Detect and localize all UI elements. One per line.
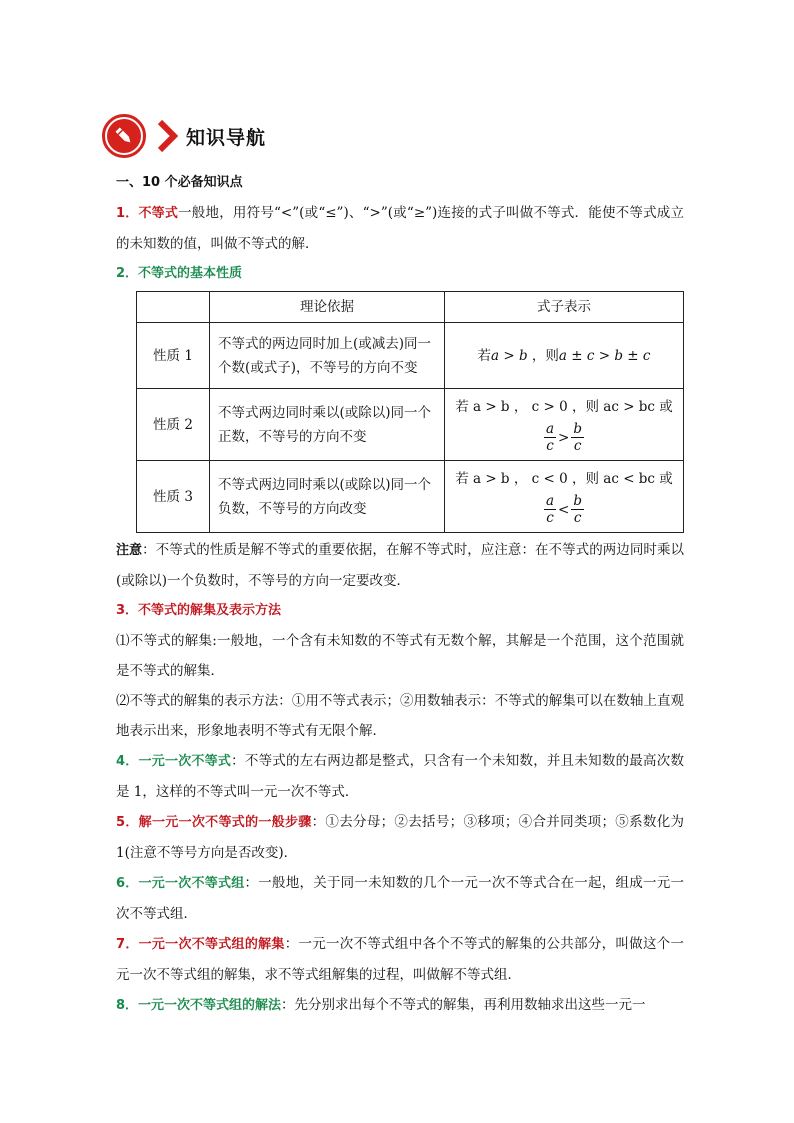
formula-op: ± — [566, 347, 587, 364]
item-5 — [116, 807, 684, 868]
property-formula — [445, 389, 684, 461]
properties-table — [136, 291, 684, 533]
item-1-text: 一般地，用符号“<”(或“≤”)、“>”(或“≥”)连接的式子叫做不等式．能使不等式成立的未知数的值，叫做不等式的解． — [116, 205, 684, 252]
item-7-text: ：一元一次不等式组中各个不等式的解集的公共部分，叫做这个一元一次不等式组的解集，求不等式组解集的过程，叫做解不等式组． — [116, 936, 685, 983]
property-name: 性质 1 — [137, 323, 210, 389]
fraction — [544, 493, 556, 526]
item-4-head: 4．一元一次不等式 — [116, 754, 232, 769]
note-text: ：不等式的性质是解不等式的重要依据，在解不等式时，应注意：在不等式的两边同时乘以(或除以)一个负数时，不等号的方向一定要改变． — [116, 542, 684, 589]
property-name: 性质 2 — [137, 389, 210, 461]
item-4-text: ：不等式的左右两边都是整式，只含有一个未知数，并且未知数的最高次数是 1，这样的不等式叫一元一次不等式． — [116, 753, 685, 800]
property-theory: 不等式两边同时乘以(或除以)同一个正数，不等号的方向不变 — [210, 389, 445, 461]
table-header-cell: 式子表示 — [445, 292, 684, 323]
item-6-text: ：一般地，关于同一未知数的几个一元一次不等式合在一起，组成一元一次不等式组． — [116, 875, 685, 922]
formula-op: > — [499, 347, 519, 364]
table-row — [137, 389, 684, 461]
item-5-head: 5．解一元一次不等式的一般步骤 — [116, 815, 312, 830]
formula-var: c — [642, 347, 651, 364]
property-theory: 不等式的两边同时加上(或减去)同一个数(或式子)，不等号的方向不变 — [210, 323, 445, 389]
table-row — [137, 323, 684, 389]
item-4 — [116, 746, 684, 807]
item-7 — [116, 929, 684, 990]
property-formula — [445, 461, 684, 533]
fraction-denominator: c — [573, 438, 582, 454]
fraction-numerator: a — [545, 493, 555, 509]
item-3b: ⑵不等式的解集的表示方法：①用不等式表示；②用数轴表示：不等式的解集可以在数轴上直观地表示出来，形象地表明不等式有无限个解． — [116, 693, 684, 739]
pencil-icon — [107, 119, 141, 153]
item-1-term: 不等式 — [138, 206, 179, 221]
fraction-denominator: c — [573, 510, 582, 526]
formula-op: ± — [623, 347, 643, 364]
item-2-title: 2．不等式的基本性质 — [116, 266, 243, 281]
note-label: 注意 — [116, 543, 143, 558]
item-3a: ⑴不等式的解集:一般地，一个含有未知数的不等式有无数个解，其解是一个范围，这个范围就是不等式的解集． — [116, 633, 684, 679]
item-7-head: 7．一元一次不等式组的解集 — [116, 937, 285, 952]
formula-var: a — [491, 347, 500, 364]
item-5-text: ：①去分母；②去括号；③移项；④合并同类项；⑤系数化为 1(注意不等号方向是否改变)． — [116, 814, 685, 861]
formula-var: c — [586, 347, 595, 364]
item-6-head: 6．一元一次不等式组 — [116, 876, 245, 891]
item-8-head: 8．一元一次不等式组的解法 — [116, 998, 282, 1013]
table-header-cell: 理论依据 — [210, 292, 445, 323]
formula-var: a — [558, 347, 567, 364]
property-theory: 不等式两边同时乘以(或除以)同一个负数，不等号的方向改变 — [210, 461, 445, 533]
item-1 — [116, 198, 684, 259]
fraction — [544, 421, 556, 454]
property-formula — [445, 323, 684, 389]
fraction-numerator: a — [545, 421, 555, 437]
fraction-inequality — [453, 421, 675, 454]
content — [116, 168, 684, 1021]
formula-var: b — [614, 347, 624, 364]
item-6 — [116, 868, 684, 929]
chevron-right-icon — [156, 119, 178, 153]
fraction-denominator: c — [546, 510, 554, 526]
relation-symbol: < — [558, 501, 570, 518]
item-3-title: 3．不等式的解集及表示方法 — [116, 603, 282, 618]
formula-text: ，则 — [527, 347, 559, 364]
item-1-num: 1． — [116, 206, 139, 221]
note — [116, 535, 684, 596]
table-row — [137, 461, 684, 533]
formula-line: 若 a > b ， c > 0 ，则 ac > bc 或 — [455, 399, 673, 415]
property-name: 性质 3 — [137, 461, 210, 533]
formula-op: > — [594, 347, 615, 364]
fraction-numerator: b — [573, 493, 583, 509]
item-8-text: ：先分别求出每个不等式的解集，再利用数轴求出这些一元一 — [281, 997, 646, 1013]
item-8 — [116, 990, 684, 1021]
formula-text: 若 — [477, 347, 491, 364]
fraction-numerator: b — [573, 421, 583, 437]
relation-symbol: > — [558, 429, 570, 446]
fraction — [571, 493, 584, 526]
formula-line: 若 a > b ， c < 0 ，则 ac < bc 或 — [455, 471, 673, 487]
fraction — [571, 421, 584, 454]
fraction-inequality — [453, 493, 675, 526]
table-header-row — [137, 292, 684, 323]
fraction-denominator: c — [546, 438, 554, 454]
pencil-badge — [102, 114, 146, 158]
section-header — [102, 112, 266, 160]
section-title: 一、10 个必备知识点 — [116, 175, 243, 190]
header-title: 知识导航 — [186, 126, 267, 149]
formula-var: b — [518, 347, 528, 364]
table-header-cell — [137, 292, 210, 323]
